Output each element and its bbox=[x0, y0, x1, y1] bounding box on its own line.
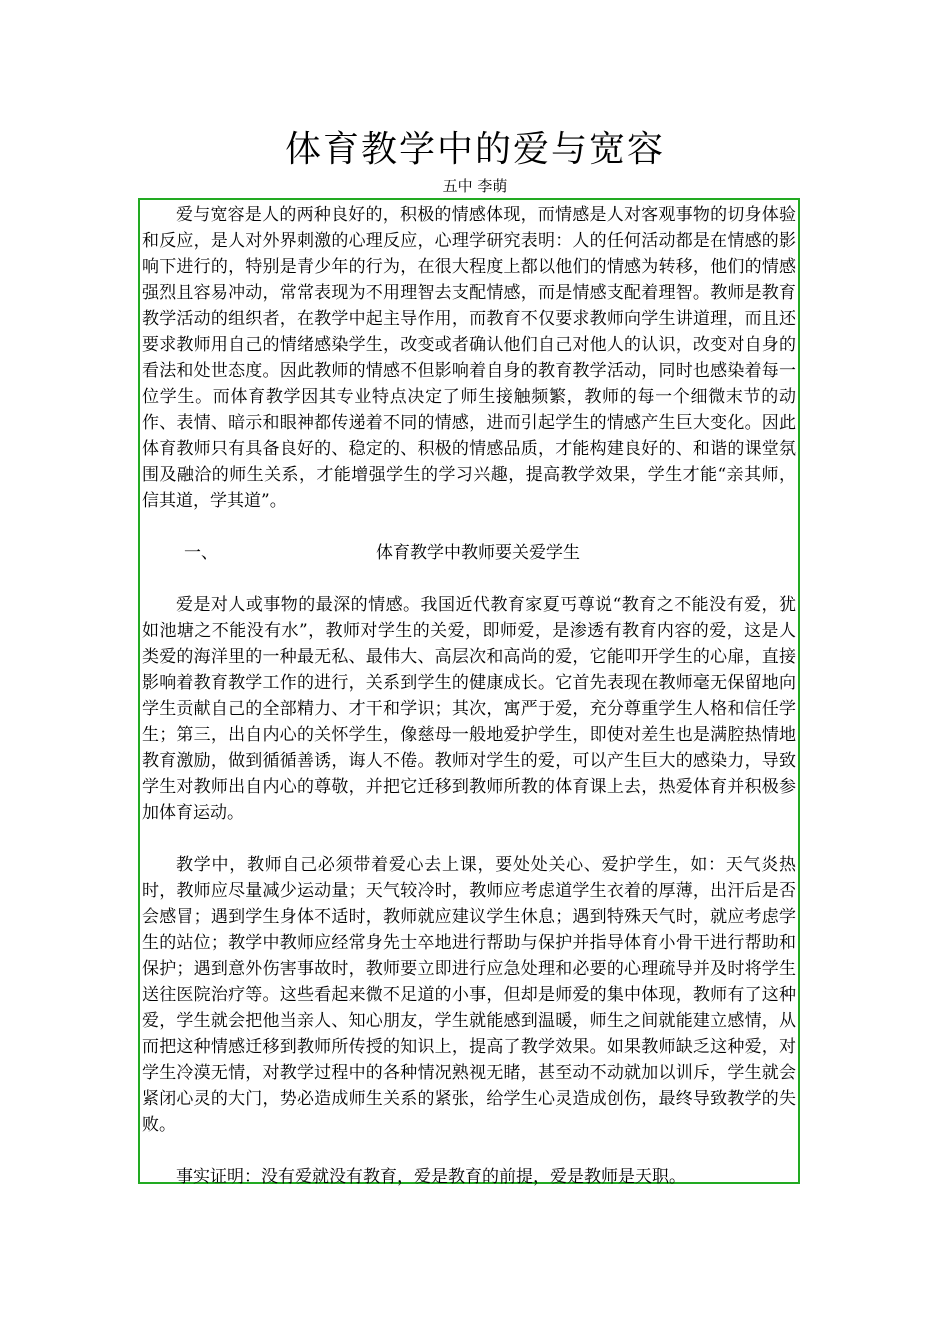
section-paragraph-2: 教学中，教师自己必须带着爱心去上课，要处处关心、爱护学生，如：天气炎热时，教师应尽量减少运动量；天气较冷时，教师应考虑道学生衣着的厚薄，出汗后是否会感冒；遇到学生身体不适时，教师就应建议学生休息；遇到特殊天气时，就应考虑学生的站位；教学中教师应经常身先士卒地进行帮助与保护并指导体育小骨干进行帮助和保护；遇到意外伤害事故时，教师要立即进行应急处理和必要的心理疏导并及时将学生送往医院治疗等。这些看起来微不足道的小事，但却是师爱的集中体现，教师有了这种爱，学生就会把他当亲人、知心朋友，学生就能感到温暖，师生之间就能建立感情，从而把这种情感迁移到教师所传授的知识上，提高了教学效果。如果教师缺乏这种爱，对学生冷漠无情，对教学过程中的各种情况熟视无睹，甚至动不动就加以训斥，学生就会紧闭心灵的大门，势必造成师生关系的紧张，给学生心灵造成创伤，最终导致教学的失败。 bbox=[142, 855, 796, 1135]
document-title: 体育教学中的爱与宽容 bbox=[284, 129, 665, 170]
content-frame bbox=[138, 198, 800, 1187]
document-author: 五中 李萌 bbox=[442, 177, 508, 195]
spacer bbox=[142, 566, 796, 592]
section-heading bbox=[142, 540, 796, 566]
section-title: 体育教学中教师要关爱学生 bbox=[376, 543, 580, 563]
intro-paragraph: 爱与宽容是人的两种良好的，积极的情感体现，而情感是人对客观事物的切身体验和反应，是人对外界刺激的心理反应，心理学研究表明：人的任何活动都是在情感的影响下进行的，特别是青少年的行为，在很大程度上都以他们的情感为转移，他们的情感强烈且容易冲动，常常表现为不用理智去支配情感，而是情感支配着理智。教师是教育教学活动的组织者，在教学中起主导作用，而教育不仅要求教师向学生讲道理，而且还要求教师用自己的情绪感染学生，改变或者确认他们自己对他人的认识，改变对自身的看法和处世态度。因此教师的情感不但影响着自身的教育教学活动，同时也感染着每一位学生。而体育教学因其专业特点决定了师生接触频繁，教师的每一个细微末节的动作、表情、暗示和眼神都传递着不同的情感，进而引起学生的情感产生巨大变化。因此体育教师只有具备良好的、稳定的、积极的情感品质，才能构建良好的、和谐的课堂氛围及融洽的师生关系，才能增强学生的学习兴趣，提高教学效果，学生才能“亲其师，信其道，学其道”。 bbox=[142, 205, 796, 511]
spacer bbox=[142, 1138, 796, 1164]
section-paragraph-1: 爱是对人或事物的最深的情感。我国近代教育家夏丐尊说“教育之不能没有爱，犹如池塘之不能没有水”，教师对学生的关爱，即师爱，是渗透有教育内容的爱，这是人类爱的海洋里的一种最无私、最伟大、高层次和高尚的爱，它能叩开学生的心扉，直接影响着教育教学工作的进行，关系到学生的健康成长。它首先表现在教师毫无保留地向学生贡献自己的全部精力、才干和学识；其次，寓严于爱，充分尊重学生人格和信任学生；第三，出自内心的关怀学生，像慈母一般地爱护学生，即使对差生也是满腔热情地教育激励，做到循循善诱，诲人不倦。教师对学生的爱，可以产生巨大的感染力，导致学生对教师出自内心的尊敬，并把它迁移到教师所教的体育课上去，热爱体育并积极参加体育运动。 bbox=[142, 595, 796, 823]
spacer bbox=[142, 514, 796, 540]
section-paragraph-3: 事实证明：没有爱就没有教育，爱是教育的前提，爱是教师是天职。 bbox=[176, 1167, 686, 1187]
section-number: 一、 bbox=[184, 543, 218, 563]
spacer bbox=[142, 826, 796, 852]
